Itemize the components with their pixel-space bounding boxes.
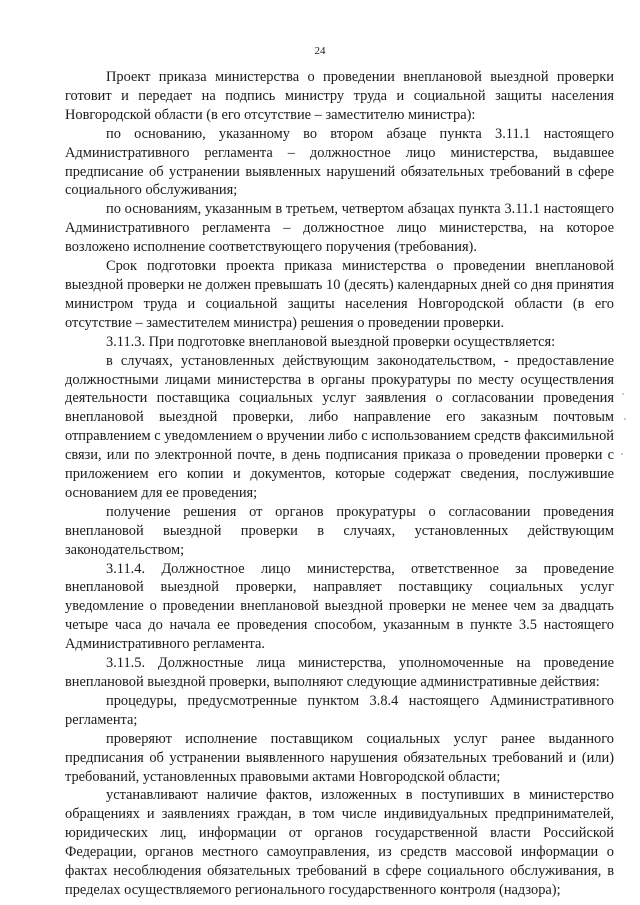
paragraph-check-execution: проверяют исполнение поставщиком социальных услуг ранее выданного предписания об устранении выявленного нарушения обязательных требований и (или) требований, установленных правовыми актами Новгородской области; (65, 730, 614, 785)
paragraph-prosecutor-decision: получение решения от органов прокуратуры о согласовании проведения внеплановой выездной проверки в случаях, установленных действующим законодательством; (65, 503, 614, 558)
paragraph-project-order: Проект приказа министерства о проведении внеплановой выездной проверки готовит и передает на подпись министру труда и социальной защиты населения Новгородской области (в его отсутствие – заместителю министра): (65, 69, 614, 123)
paragraph-3-11-5: 3.11.5. Должностные лица министерства, уполномоченные на проведение внеплановой выездной проверки, выполняют следующие административные действия: (65, 655, 614, 690)
paragraph-establish-facts: устанавливают наличие фактов, изложенных в поступивших в министерство обращениях и заявлениях граждан, в том числе индивидуальных предпринимателей, юридических лиц, информации от органов государственной власти Российской Федерации, органов местного самоуправления, из средств массовой информации о фактах несоблюдения обязательных требований в сфере социального обслуживания, в пределах осуществляемого регионального государственного контроля (надзора); (65, 787, 614, 898)
paragraph-prosecutor-application: в случаях, установленных действующим законодательством, - предоставление должностными лицами министерства в органы прокуратуры по месту осуществления деятельности поставщика социальных услуг заявления о согласовании проведения внеплановой выездной проверки, либо направление его заказным почтовым отправлением с уведомлением о вручении либо с использованием средств факсимильной связи, или по электронной почте, в день подписания приказа о проведении проверки с приложением его копии и документов, которые содержат сведения, послужившие основанием для ее проведения; (65, 352, 614, 501)
page-number: 24 (314, 45, 326, 57)
scan-mark (622, 393, 624, 395)
paragraph-3-11-4: 3.11.4. Должностное лицо министерства, ответственное за проведение внеплановой выездной проверки, направляет поставщику социальных услуг уведомление о проведении внеплановой выездной проверки не менее чем за двадцать четыре часа до начала ее проведения способом, указанным в пункте 3.5 настоящего Административного регламента. (65, 560, 614, 653)
scan-mark (624, 418, 626, 420)
paragraph-3-11-3: 3.11.3. При подготовке внеплановой выездной проверки осуществляется: (106, 333, 556, 350)
paragraph-procedures: процедуры, предусмотренные пунктом 3.8.4 настоящего Административного регламента; (65, 692, 614, 728)
paragraph-basis-second: по основанию, указанному во втором абзаце пункта 3.11.1 настоящего Административного регламента – должностное лицо министерства, выдавшее предписание об устранении выявленных нарушений обязательных требований в сфере социального обслуживания; (65, 125, 614, 199)
scan-mark (621, 453, 623, 455)
document-body (65, 68, 614, 900)
paragraph-preparation-deadline: Срок подготовки проекта приказа министерства о проведении внеплановой выездной проверки не должен превышать 10 (десять) календарных дней со дня принятия министром труда и социальной защиты населения Новгородской области (в его отсутствие – заместителем министра) решения о проведении проверки. (65, 258, 614, 331)
paragraph-basis-third-fourth: по основаниям, указанным в третьем, четвертом абзацах пункта 3.11.1 настоящего Административного регламента – должностное лицо министерства, на которое возложено исполнение соответствующего поручения (требования). (65, 201, 614, 256)
